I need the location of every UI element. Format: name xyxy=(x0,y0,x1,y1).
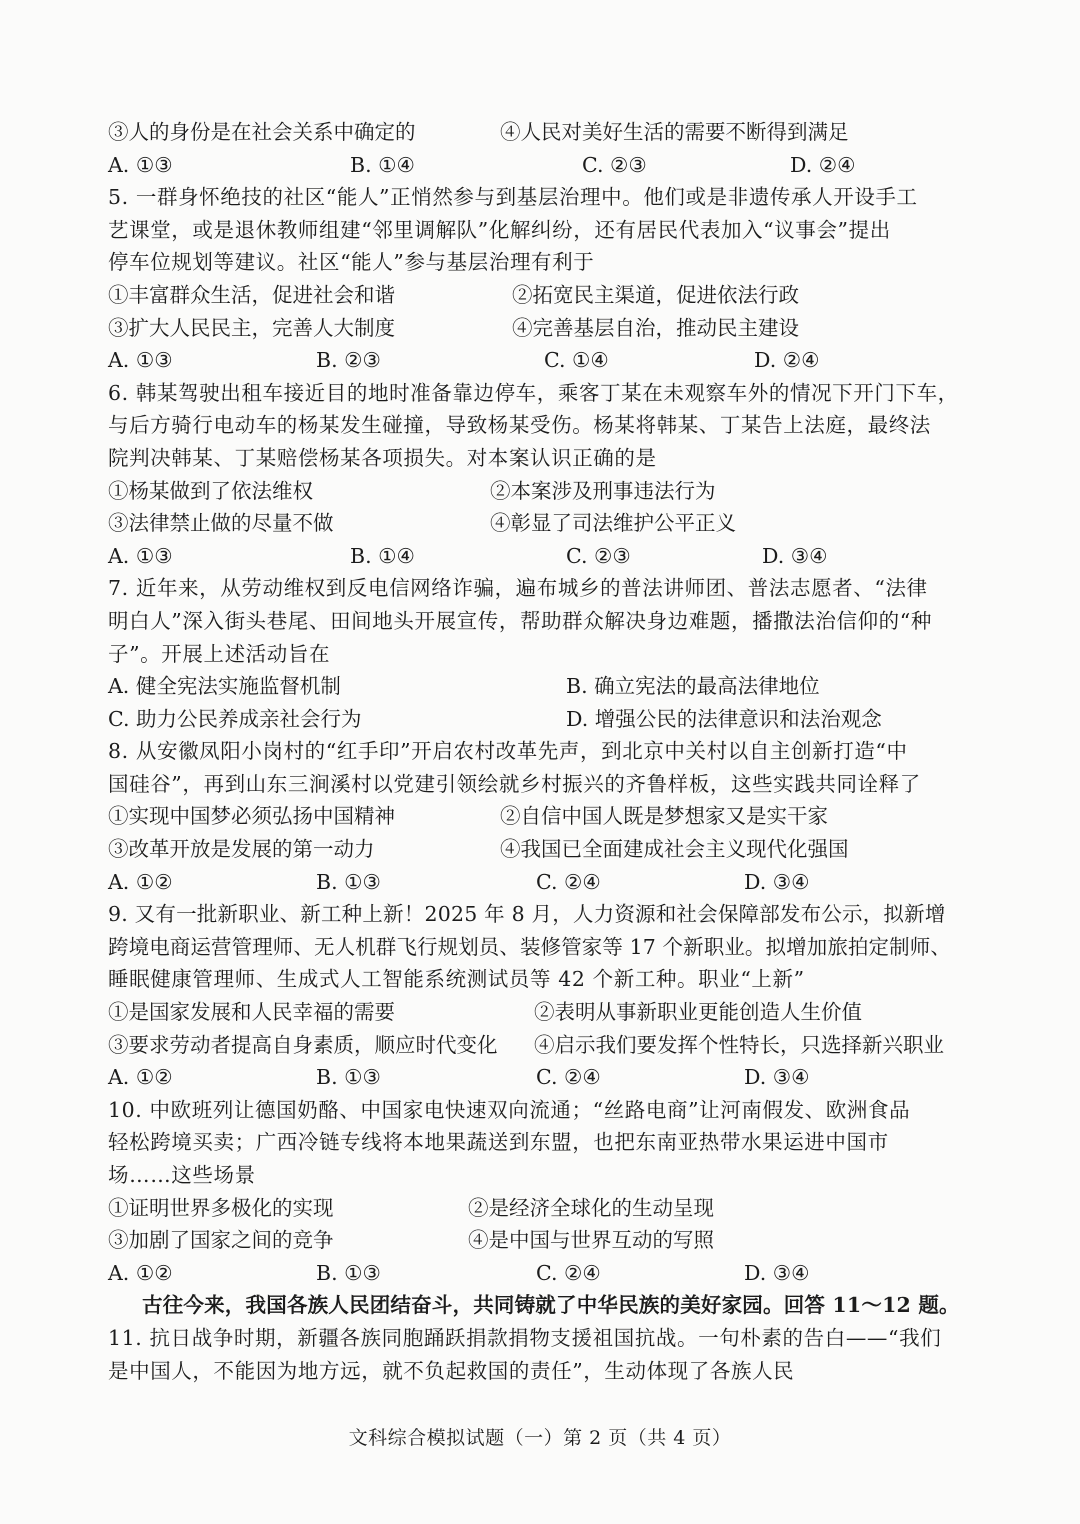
q9-stem-line-3: 睡眠健康管理师、生成式人工智能系统测试员等 42 个新工种。职业“上新” xyxy=(108,967,805,992)
q4-option-d: D. ②④ xyxy=(790,152,856,177)
q8-option-d: D. ③④ xyxy=(744,869,810,894)
q5-option-c: C. ①④ xyxy=(544,348,609,373)
q6-statements-row-2 xyxy=(108,507,978,540)
q10-statement-1: ①证明世界多极化的实现 xyxy=(108,1195,334,1220)
q4-statements-row xyxy=(108,116,978,149)
page-footer: 文科综合模拟试题（一）第 2 页（共 4 页） xyxy=(348,1427,732,1449)
q6-option-a: A. ①③ xyxy=(108,543,173,568)
q9-statement-4: ④启示我们要发挥个性特长，只选择新兴职业 xyxy=(534,1032,944,1057)
q10-option-d: D. ③④ xyxy=(744,1260,810,1285)
q10-stem-line-1: 10. 中欧班列让德国奶酪、中国家电快速双向流通；“丝路电商”让河南假发、欧洲食品 xyxy=(108,1097,911,1122)
q9-statement-3: ③要求劳动者提高自身素质，顺应时代变化 xyxy=(108,1032,498,1057)
q7-option-c: C. 助力公民养成亲社会行为 xyxy=(108,706,362,731)
q9-options xyxy=(108,1061,978,1094)
q7-options-row-2 xyxy=(108,703,978,736)
q7-stem-line-3: 子”。开展上述活动旨在 xyxy=(108,641,331,666)
q6-option-b: B. ①④ xyxy=(350,543,415,568)
q9-statements-row-1 xyxy=(108,996,978,1029)
q5-statements-row-1 xyxy=(108,279,978,312)
q7-option-a: A. 健全宪法实施监督机制 xyxy=(108,674,341,699)
question-body xyxy=(108,116,978,1387)
q7-stem-line-1: 7. 近年来，从劳动维权到反电信网络诈骗，遍布城乡的普法讲师团、普法志愿者、“法律 xyxy=(108,576,928,601)
q5-statement-1: ①丰富群众生活，促进社会和谐 xyxy=(108,282,395,307)
q8-option-a: A. ①② xyxy=(108,869,173,894)
q6-stem-line-3: 院判决韩某、丁某赔偿杨某各项损失。对本案认识正确的是 xyxy=(108,445,657,470)
q9-statement-2: ②表明从事新职业更能创造人生价值 xyxy=(534,1000,862,1025)
q4-option-a: A. ①③ xyxy=(108,152,173,177)
q8-statement-2: ②自信中国人既是梦想家又是实干家 xyxy=(500,804,828,829)
q10-stem-line-2: 轻松跨境买卖；广西冷链专线将本地果蔬送到东盟，也把东南亚热带水果运进中国市 xyxy=(108,1130,889,1155)
q10-statement-2: ②是经济全球化的生动呈现 xyxy=(468,1195,714,1220)
q5-statement-3: ③扩大人民民主，完善人大制度 xyxy=(108,315,395,340)
q10-option-a: A. ①② xyxy=(108,1260,173,1285)
q7-option-b: B. 确立宪法的最高法律地位 xyxy=(566,674,820,699)
q8-option-b: B. ①③ xyxy=(316,869,381,894)
q9-option-c: C. ②④ xyxy=(536,1065,601,1090)
q4-option-c: C. ②③ xyxy=(582,152,647,177)
q10-option-b: B. ①③ xyxy=(316,1260,381,1285)
q7-stem-line-2: 明白人”深入街头巷尾、田间地头开展宣传，帮助群众解决身边难题，播撒法治信仰的“种 xyxy=(108,608,932,633)
q5-statement-4: ④完善基层自治，推动民主建设 xyxy=(512,315,799,340)
q4-options xyxy=(108,149,978,182)
q10-statement-3: ③加剧了国家之间的竞争 xyxy=(108,1228,334,1253)
q10-option-c: C. ②④ xyxy=(536,1260,601,1285)
q8-statement-3: ③改革开放是发展的第一动力 xyxy=(108,837,375,862)
q9-stem-line-1: 9. 又有一批新职业、新工种上新！2025 年 8 月，人力资源和社会保障部发布公示，拟新增 xyxy=(108,902,946,927)
q5-statements-row-2 xyxy=(108,312,978,345)
q10-statements-row-1 xyxy=(108,1192,978,1225)
q8-statements-row-1 xyxy=(108,800,978,833)
q10-stem-line-3: 场……这些场景 xyxy=(108,1163,256,1187)
q5-options xyxy=(108,344,978,377)
q9-statement-1: ①是国家发展和人民幸福的需要 xyxy=(108,1000,395,1025)
q10-statements-row-2 xyxy=(108,1224,978,1257)
q6-options xyxy=(108,540,978,573)
q8-statements-row-2 xyxy=(108,833,978,866)
q8-statement-1: ①实现中国梦必须弘扬中国精神 xyxy=(108,804,395,829)
q5-statement-2: ②拓宽民主渠道，促进依法行政 xyxy=(512,282,799,307)
q4-statement-3: ③人的身份是在社会关系中确定的 xyxy=(108,120,416,144)
q6-statement-1: ①杨某做到了依法维权 xyxy=(108,478,313,503)
q6-option-c: C. ②③ xyxy=(566,543,631,568)
q7-options-row-1 xyxy=(108,670,978,703)
q6-stem-line-2: 与后方骑行电动车的杨某发生碰撞，导致杨某受伤。杨某将韩某、丁某告上法庭，最终法 xyxy=(108,413,931,438)
q6-statement-3: ③法律禁止做的尽量不做 xyxy=(108,511,334,536)
q11-stem-line-1: 11. 抗日战争时期，新疆各族同胞踊跃捐款捐物支援祖国抗战。一句朴素的告白——“我们 xyxy=(108,1325,942,1350)
q6-statements-row-1 xyxy=(108,475,978,508)
q5-option-b: B. ②③ xyxy=(316,348,381,373)
q9-option-b: B. ①③ xyxy=(316,1065,381,1090)
q6-statement-4: ④彰显了司法维护公平正义 xyxy=(490,511,736,536)
q7-option-d: D. 增强公民的法律意识和法治观念 xyxy=(566,706,882,731)
q10-statement-4: ④是中国与世界互动的写照 xyxy=(468,1228,714,1253)
q9-statements-row-2 xyxy=(108,1029,978,1062)
q4-option-b: B. ①④ xyxy=(350,152,415,177)
q9-option-d: D. ③④ xyxy=(744,1065,810,1090)
q4-statement-4: ④人民对美好生活的需要不断得到满足 xyxy=(500,120,849,144)
q5-option-a: A. ①③ xyxy=(108,348,173,373)
q11-stem-line-2: 是中国人，不能因为地方远，就不负起救国的责任”，生动体现了各族人民 xyxy=(108,1358,795,1383)
q6-option-d: D. ③④ xyxy=(762,543,828,568)
q5-stem-line-1: 5. 一群身怀绝技的社区“能人”正悄然参与到基层治理中。他们或是非遗传承人开设手工 xyxy=(108,185,918,210)
q5-stem-line-3: 停车位规划等建议。社区“能人”参与基层治理有利于 xyxy=(108,250,595,275)
q8-stem-line-2: 国硅谷”，再到山东三涧溪村以党建引领绘就乡村振兴的齐鲁样板，这些实践共同诠释了 xyxy=(108,771,921,796)
section-intro: 古往今来，我国各族人民团结奋斗，共同铸就了中华民族的美好家园。回答 11～12 题。 xyxy=(142,1293,960,1318)
q9-stem-line-2: 跨境电商运营管理师、无人机群飞行规划员、装修管家等 17 个新职业。拟增加旅拍定制师、 xyxy=(108,934,951,959)
q5-option-d: D. ②④ xyxy=(754,348,820,373)
q6-statement-2: ②本案涉及刑事违法行为 xyxy=(490,478,716,503)
q8-option-c: C. ②④ xyxy=(536,869,601,894)
q6-stem-line-1: 6. 韩某驾驶出租车接近目的地时准备靠边停车，乘客丁某在未观察车外的情况下开门下车， xyxy=(108,380,959,405)
q5-stem-line-2: 艺课堂，或是退休教师组建“邻里调解队”化解纠纷，还有居民代表加入“议事会”提出 xyxy=(108,217,891,242)
q8-options xyxy=(108,866,978,899)
q8-stem-line-1: 8. 从安徽凤阳小岗村的“红手印”开启农村改革先声，到北京中关村以自主创新打造“中 xyxy=(108,739,908,764)
q8-statement-4: ④我国已全面建成社会主义现代化强国 xyxy=(500,837,849,862)
q10-options xyxy=(108,1257,978,1290)
q9-option-a: A. ①② xyxy=(108,1065,173,1090)
